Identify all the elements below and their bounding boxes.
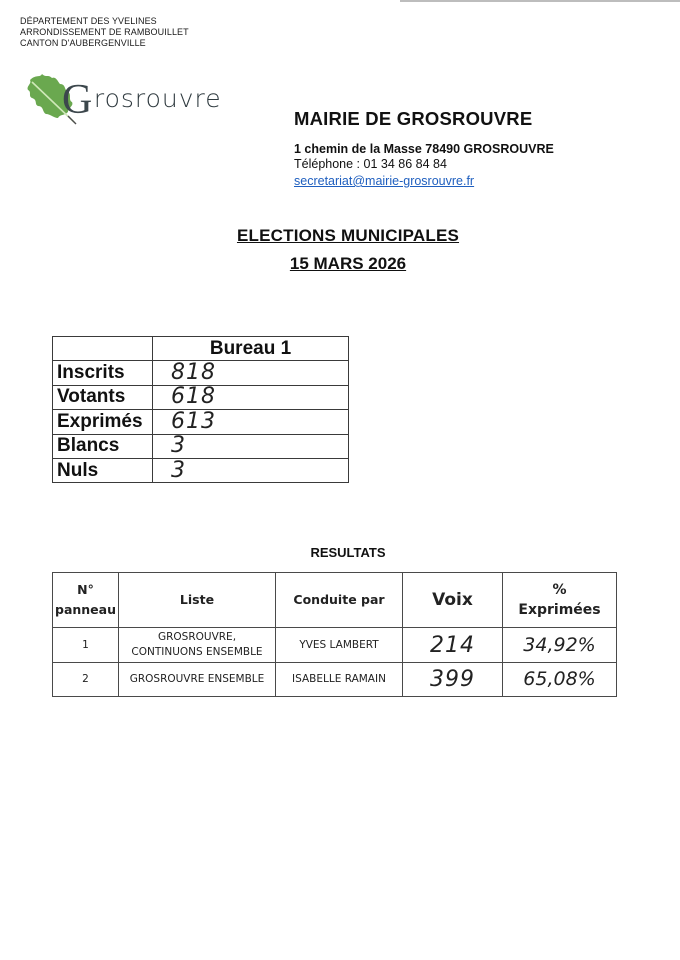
- nuls-value: 3: [153, 458, 349, 482]
- panneau-cell: 1: [53, 628, 119, 663]
- results-title: RESULTATS: [310, 545, 386, 560]
- mairie-address: 1 chemin de la Masse 78490 GROSROUVRE: [294, 142, 554, 156]
- table-row: [53, 458, 349, 482]
- election-title: ELECTIONS MUNICIPALES: [236, 226, 460, 245]
- canton-line: CANTON D'AUBERGENVILLE: [20, 38, 146, 48]
- grosrouvre-logo: [22, 68, 242, 126]
- liste-line2: CONTINUONS ENSEMBLE: [131, 646, 263, 658]
- scan-edge: [400, 0, 680, 2]
- liste-line1: GROSROUVRE,: [157, 631, 237, 643]
- bureau-header: Bureau 1: [153, 337, 349, 361]
- col-header-panneau: [53, 573, 119, 628]
- blancs-value: 3: [153, 434, 349, 458]
- conduite-cell: YVES LAMBERT: [276, 628, 403, 663]
- pct-header-line1: %: [552, 582, 567, 598]
- logo-wordmark: [62, 70, 222, 123]
- bureau-header-row: [53, 337, 349, 361]
- inscrits-value: 818: [153, 361, 349, 385]
- arrondissement-line: ARRONDISSEMENT DE RAMBOUILLET: [20, 27, 189, 37]
- results-header-row: [53, 573, 617, 628]
- col-header-pct: [503, 573, 617, 628]
- table-row: [53, 434, 349, 458]
- exprimes-label: Exprimés: [53, 410, 153, 434]
- departement-line: DÉPARTEMENT DES YVELINES: [20, 16, 157, 26]
- pct-header-line2: Exprimées: [518, 602, 601, 618]
- voix-cell: 214: [403, 628, 503, 663]
- mairie-title: MAIRIE DE GROSROUVRE: [294, 108, 533, 129]
- table-row: [53, 361, 349, 385]
- empty-corner-cell: [53, 337, 153, 361]
- pct-cell: 34,92%: [503, 628, 617, 663]
- exprimes-value: 613: [153, 410, 349, 434]
- mairie-phone: Téléphone : 01 34 86 84 84: [294, 157, 447, 171]
- col-header-conduite: Conduite par: [276, 573, 403, 628]
- panneau-header-line1: N°: [77, 582, 94, 597]
- mairie-email-link[interactable]: secretariat@mairie-grosrouvre.fr: [294, 174, 475, 188]
- conduite-cell: ISABELLE RAMAIN: [276, 663, 403, 697]
- liste-cell: [119, 663, 276, 697]
- col-header-liste: Liste: [119, 573, 276, 628]
- blancs-label: Blancs: [53, 434, 153, 458]
- nuls-label: Nuls: [53, 458, 153, 482]
- administrative-header: [20, 16, 189, 49]
- pct-cell: 65,08%: [503, 663, 617, 697]
- table-row: [53, 410, 349, 434]
- table-row: [53, 663, 617, 697]
- table-row: [53, 628, 617, 663]
- liste-line1: GROSROUVRE ENSEMBLE: [129, 673, 265, 685]
- bureau-summary-table: [52, 336, 349, 483]
- panneau-cell: 2: [53, 663, 119, 697]
- col-header-voix: Voix: [403, 573, 503, 628]
- panneau-header-line2: panneau: [55, 602, 116, 617]
- voix-cell: 399: [403, 663, 503, 697]
- election-date: 15 MARS 2026: [289, 254, 407, 273]
- inscrits-label: Inscrits: [53, 361, 153, 385]
- votants-value: 618: [153, 385, 349, 409]
- votants-label: Votants: [53, 385, 153, 409]
- logo-name: rosrouvre: [93, 84, 222, 113]
- table-row: [53, 385, 349, 409]
- mairie-block: [294, 108, 554, 190]
- liste-cell: [119, 628, 276, 663]
- logo-initial: G: [62, 77, 94, 123]
- document-titles: [0, 226, 680, 274]
- results-table: [52, 572, 617, 697]
